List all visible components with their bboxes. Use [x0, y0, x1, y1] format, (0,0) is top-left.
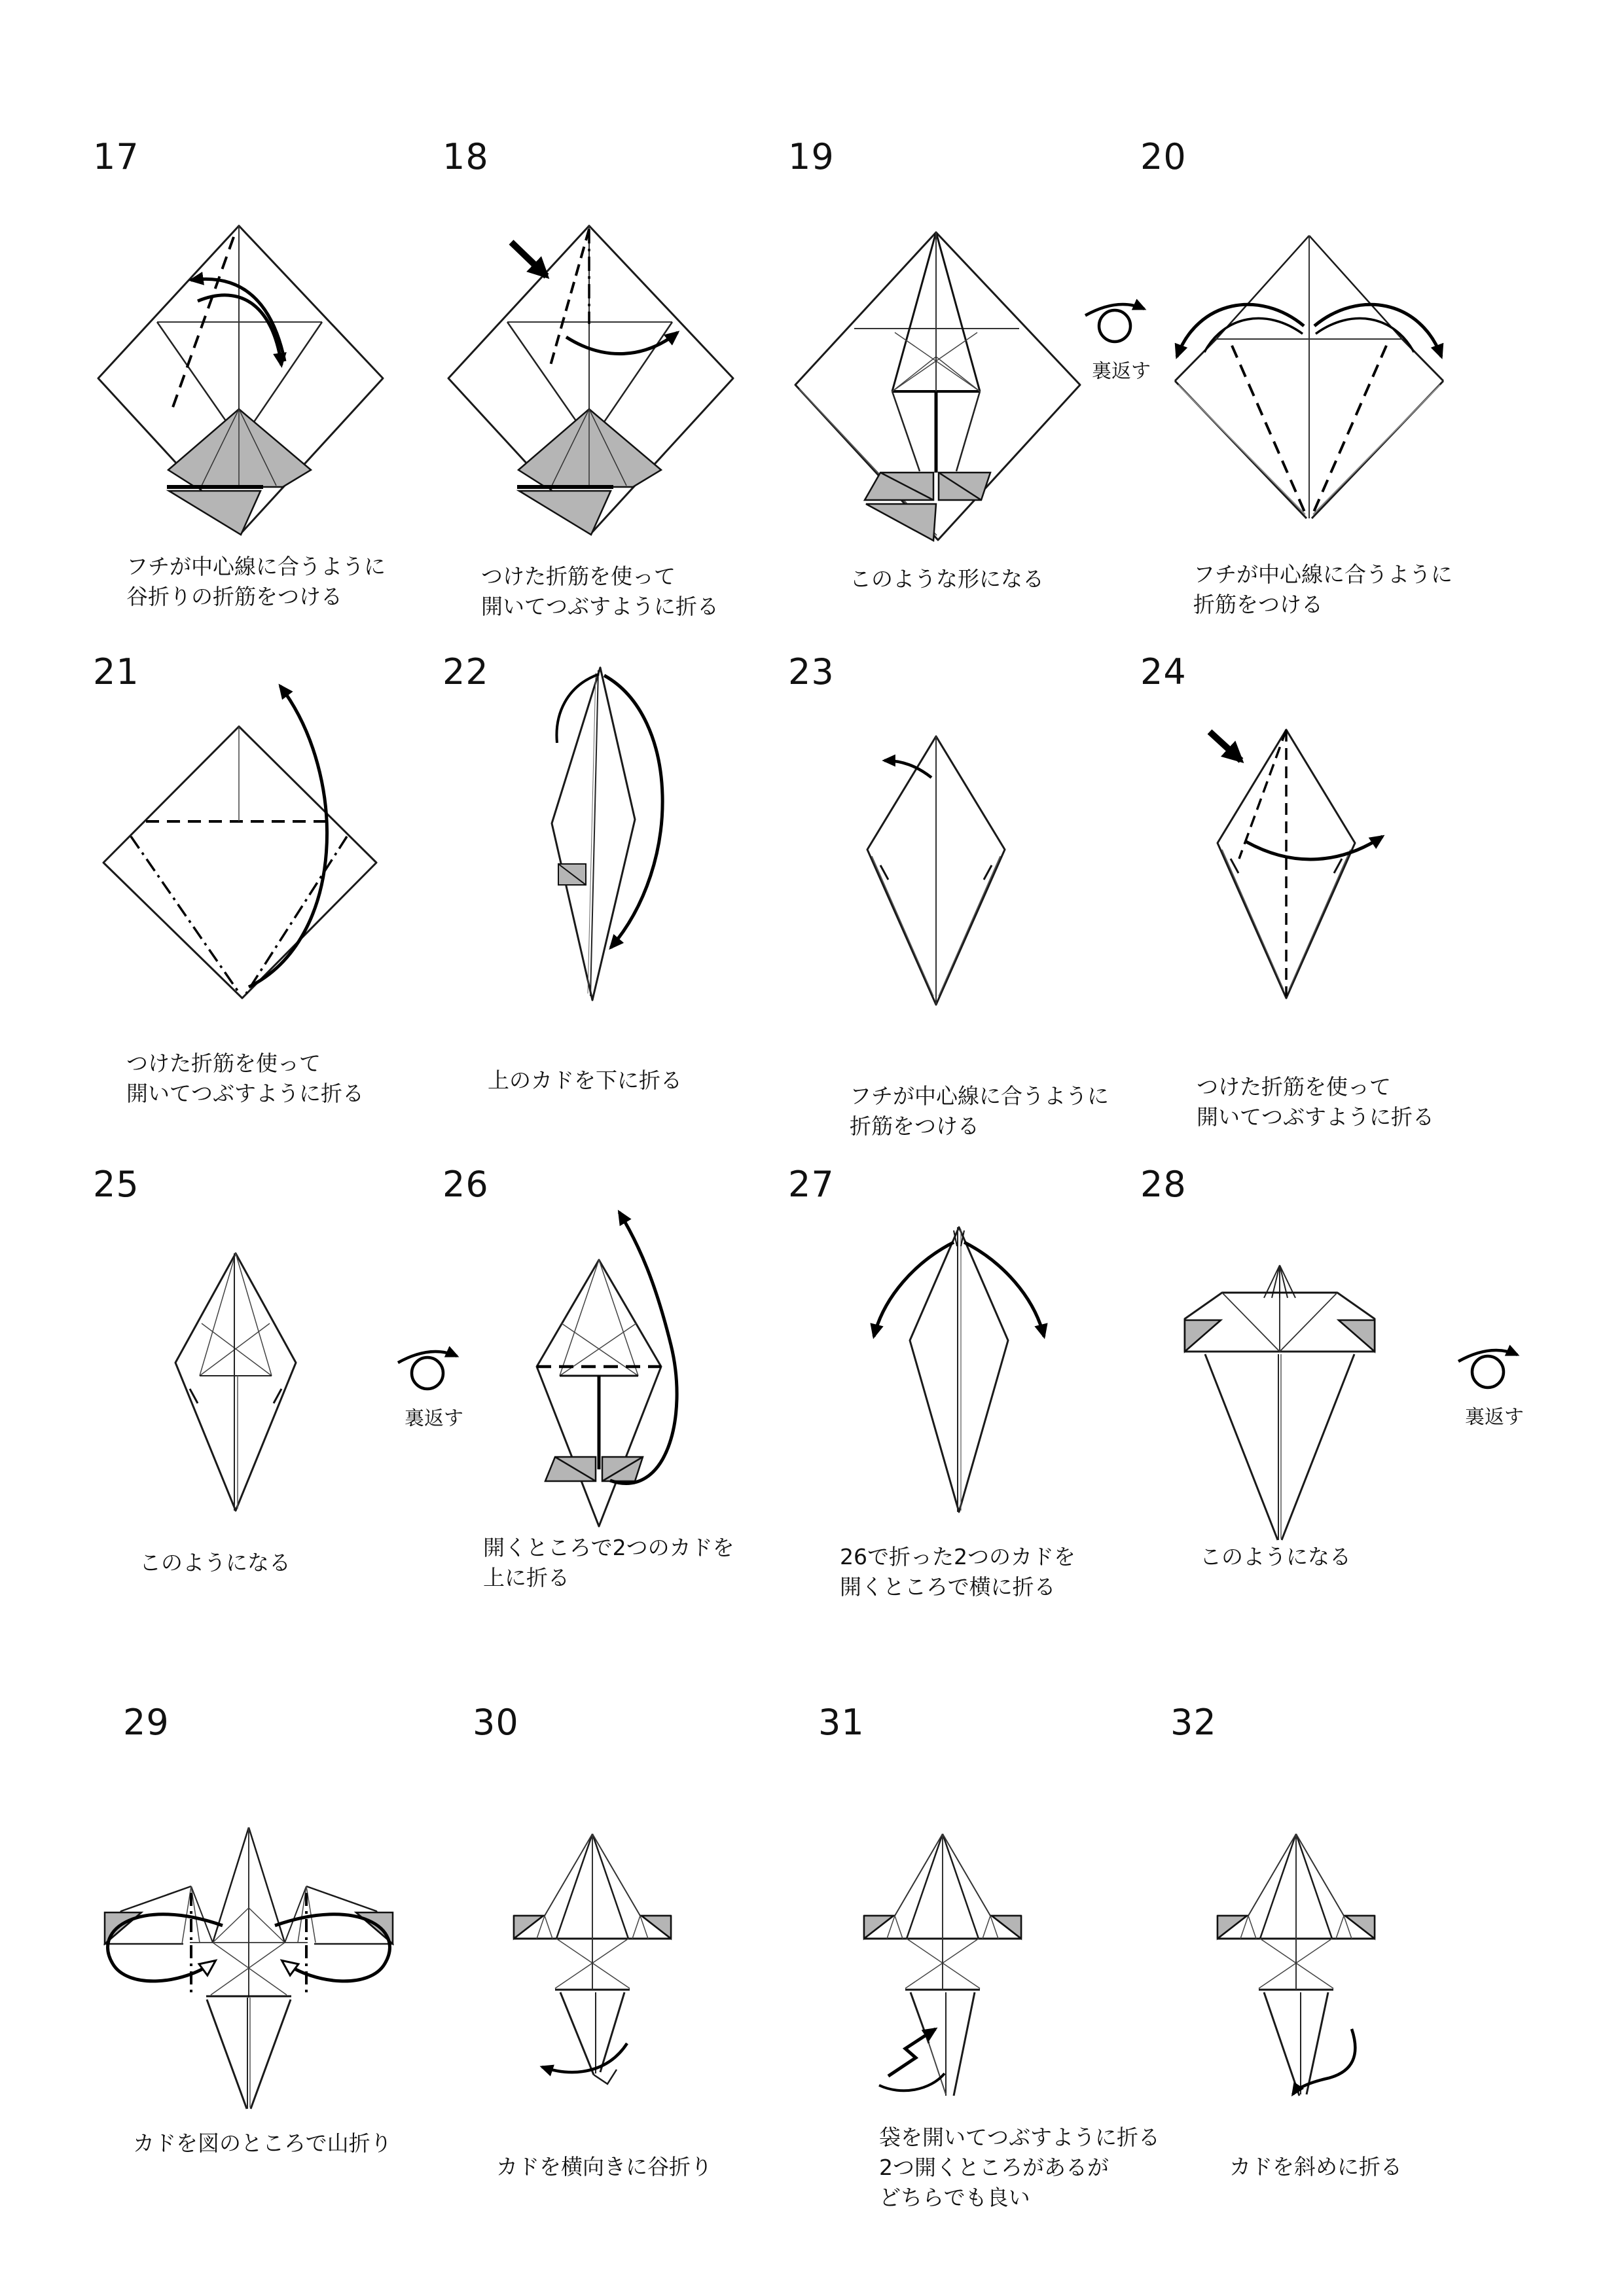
turn-over-label: 裏返す — [405, 1407, 463, 1430]
caption-line: 開いてつぶすように折る — [1197, 1104, 1434, 1130]
caption-line: 折筋をつける — [850, 1113, 979, 1139]
caption-line: カドを図のところで山折り — [133, 2130, 392, 2156]
turn-over-indicator-step-20 — [1079, 295, 1164, 384]
caption-line: このようになる — [139, 1550, 291, 1575]
step-28-diagram — [1142, 1240, 1417, 1554]
turn-over-indicator-step-28 — [1452, 1340, 1537, 1429]
caption-line: 上に折る — [483, 1565, 569, 1590]
step-26-caption — [483, 1533, 734, 1593]
step-21-diagram — [85, 661, 393, 1028]
step-23-diagram — [782, 700, 1090, 1028]
step-29-diagram — [85, 1800, 412, 2127]
caption-line: カドを横向きに谷折り — [496, 2154, 712, 2179]
step-23-number: 23 — [788, 651, 835, 692]
caption-line: 26で折った2つのカドを — [840, 1544, 1075, 1570]
step-19-number: 19 — [788, 136, 835, 177]
step-25-diagram — [98, 1217, 373, 1532]
caption-line: 開いてつぶすように折る — [481, 594, 719, 619]
caption-line: つけた折筋を使って — [1197, 1074, 1391, 1100]
caption-line: このような形になる — [850, 566, 1044, 592]
step-28-caption — [1200, 1542, 1351, 1572]
caption-line: 谷折りの折筋をつける — [126, 584, 342, 609]
step-26-number: 26 — [442, 1164, 489, 1205]
caption-line: つけた折筋を使って — [481, 564, 676, 589]
step-21-caption — [126, 1049, 364, 1109]
turn-over-icon — [1079, 295, 1164, 353]
step-28-number: 28 — [1140, 1164, 1187, 1205]
step-20-caption — [1193, 560, 1453, 620]
step-31-caption — [879, 2123, 1160, 2213]
step-25-caption — [139, 1548, 291, 1578]
step-18-caption — [481, 562, 719, 622]
step-20-number: 20 — [1140, 136, 1187, 177]
step-19-diagram — [782, 216, 1090, 556]
step-27-number: 27 — [788, 1164, 835, 1205]
turn-over-icon — [391, 1342, 477, 1401]
step-31-number: 31 — [818, 1702, 865, 1743]
step-26-diagram — [445, 1198, 753, 1551]
step-30-caption — [496, 2152, 712, 2182]
caption-line: つけた折筋を使って — [126, 1050, 321, 1076]
step-18-diagram — [435, 209, 743, 550]
caption-line: フチが中心線に合うように — [1193, 562, 1453, 587]
step-29-caption — [133, 2128, 392, 2159]
caption-line: フチが中心線に合うように — [850, 1083, 1109, 1109]
step-32-number: 32 — [1170, 1702, 1217, 1743]
step-32-caption — [1229, 2152, 1402, 2182]
step-32-diagram — [1142, 1813, 1450, 2101]
step-22-number: 22 — [442, 651, 489, 692]
caption-line: フチが中心線に合うように — [126, 554, 386, 579]
turn-over-icon — [1452, 1340, 1537, 1399]
caption-line: 折筋をつける — [1193, 592, 1323, 617]
caption-line: 開いてつぶすように折る — [126, 1081, 364, 1106]
caption-line: 2つ開くところがあるが — [879, 2155, 1109, 2180]
step-22-diagram — [435, 655, 743, 1021]
step-17-diagram — [85, 209, 393, 550]
step-30-number: 30 — [473, 1702, 519, 1743]
step-25-number: 25 — [93, 1164, 139, 1205]
caption-line: どちらでも良い — [879, 2185, 1030, 2210]
caption-line: カドを斜めに折る — [1229, 2154, 1402, 2179]
step-19-caption — [850, 564, 1044, 594]
turn-over-indicator-step-25 — [391, 1342, 477, 1431]
step-17-caption — [126, 552, 386, 612]
step-31-diagram — [789, 1813, 1096, 2101]
step-23-caption — [850, 1081, 1109, 1141]
caption-line: 袋を開いてつぶすように折る — [879, 2125, 1160, 2150]
step-24-caption — [1197, 1072, 1434, 1132]
step-27-caption — [840, 1542, 1075, 1602]
caption-line: 上のカドを下に折る — [488, 1067, 682, 1093]
step-18-number: 18 — [442, 136, 489, 177]
caption-line: このようになる — [1200, 1544, 1351, 1570]
step-21-number: 21 — [93, 651, 139, 692]
step-24-number: 24 — [1140, 651, 1187, 692]
turn-over-label: 裏返す — [1465, 1406, 1524, 1429]
caption-line: 開くところで横に折る — [840, 1574, 1056, 1600]
step-29-number: 29 — [123, 1702, 170, 1743]
step-27-diagram — [805, 1204, 1113, 1532]
step-17-number: 17 — [93, 136, 139, 177]
step-20-diagram — [1139, 216, 1479, 530]
turn-over-label: 裏返す — [1092, 360, 1151, 383]
step-24-diagram — [1132, 694, 1440, 1021]
step-22-caption — [488, 1066, 682, 1096]
step-30-diagram — [439, 1813, 746, 2101]
caption-line: 開くところで2つのカドを — [483, 1535, 734, 1560]
